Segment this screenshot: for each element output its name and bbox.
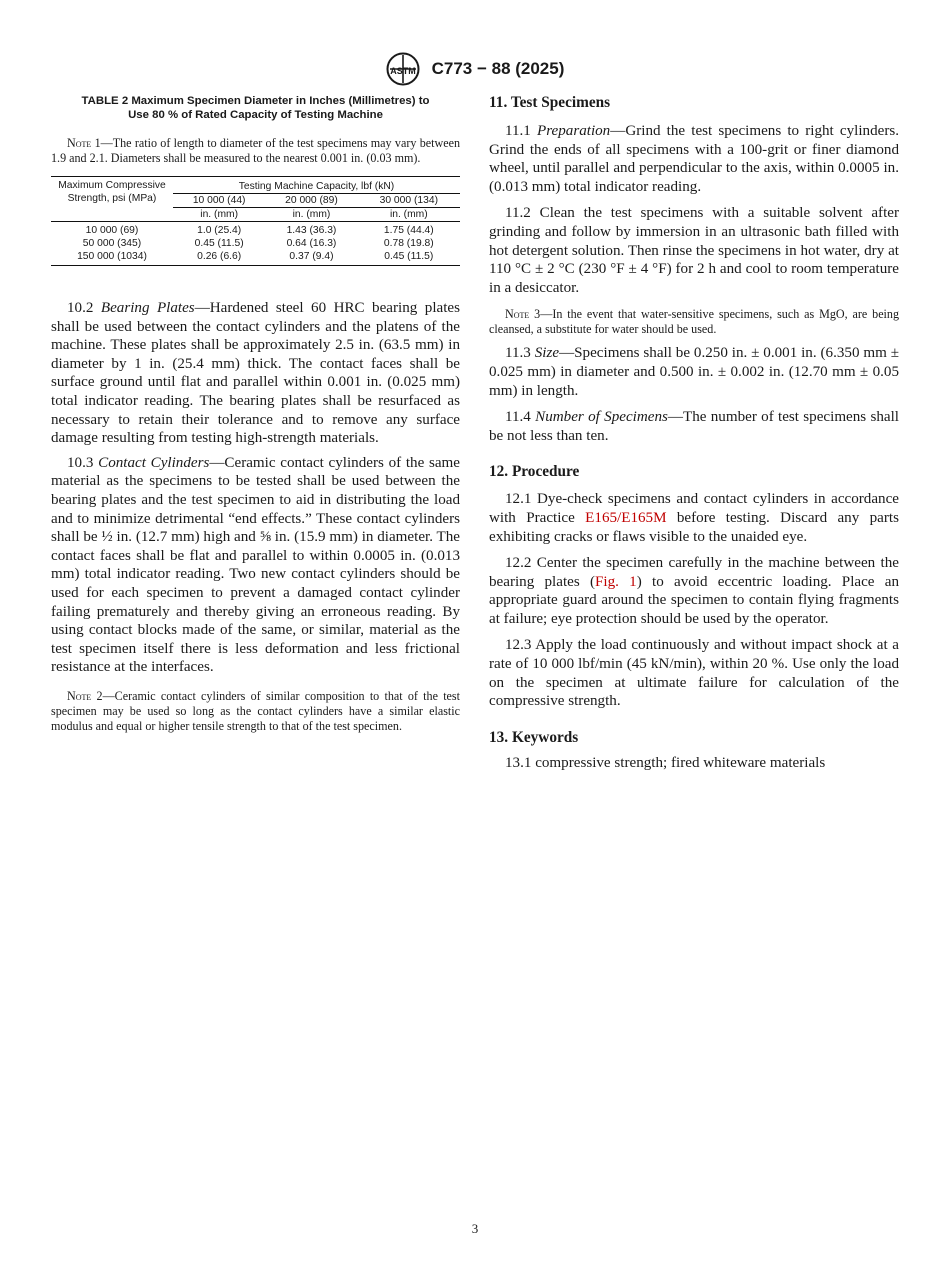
group-header: Testing Machine Capacity, lbf (kN): [173, 177, 460, 194]
unit-header: in. (mm): [200, 209, 239, 220]
heading-procedure: 12. Procedure: [489, 463, 580, 481]
capacity-header: 20 000 (89): [265, 194, 357, 208]
section-11-2: 11.2 Clean the test specimens with a suitable solvent after grinding and follow by immersion in an ultrasonic bath filled with hot detergent solution. Then rinse the specimens in hot water, dry at 110 °C ± 2 °C (230 °F ± 4 °F) for 2 h and cool to room temperature in a desiccator.: [489, 205, 899, 296]
link-e165[interactable]: E165/E165M: [585, 509, 667, 526]
table-caption: TABLE 2 Maximum Specimen Diameter in Inches (Millimetres) to Use 80 % of Rated Capacity of Testing Machine: [81, 95, 430, 121]
capacity-header: 30 000 (134): [358, 194, 460, 208]
right-column: [489, 92, 899, 772]
table-row: 50 000 (345) 0.45 (11.5) 0.64 (16.3) 0.78 (19.8): [82, 238, 434, 249]
astm-logo-icon: [386, 52, 420, 86]
section-10-3: 10.3 Contact Cylinders—Ceramic contact cylinders of the same material as the specimens to be tested shall be used between the bearing plates and the test specimen to aid in distributing the load and to minimize detrimental “end effects.” These contact cylinders shall be ½ in. (12.7 mm) high and ⅝ in. (15.9 mm) in diameter. The contact faces shall be flat and parallel to within 0.0005 in. (0.013 mm) total indicator reading. Two new contact cylinders should be used for each specimen to prevent a damaged contact cylinder failing prematurely and thereby giving an erroneous reading. By using contact blocks made of the same, or similar, material as the test specimen itself there is less deformation and less frictional resistance at the interfaces.: [51, 454, 460, 676]
svg-text:ASTM: ASTM: [389, 66, 416, 76]
document-designation: C773 − 88 (2025): [431, 59, 565, 78]
section-12-1: 12.1 Dye-check specimens and contact cylinders in accordance with Practice E165/E165M before testing. Discard any parts exhibiting cracks or flaws visible to the unaided eye.: [489, 491, 899, 545]
note-3: Note 3—In the event that water-sensitive specimens, such as MgO, are being cleansed, a substitute for water should be used.: [489, 307, 900, 337]
left-column: [51, 92, 460, 734]
unit-header: in. (mm): [292, 209, 331, 220]
link-fig-1[interactable]: Fig. 1: [595, 573, 637, 590]
page-number: 3: [471, 1221, 479, 1236]
section-13-1: 13.1 compressive strength; fired whiteware materials: [505, 754, 826, 771]
specimen-diameter-table: [51, 176, 460, 266]
section-12-2: 12.2 Center the specimen carefully in the machine between the bearing plates (Fig. 1) to avoid eccentric loading. Place an appropriate guard around the specimen to contain flying fragments at failure; eye protection should be used by the operator.: [489, 555, 899, 627]
heading-test-specimens: 11. Test Specimens: [489, 94, 611, 111]
capacity-header: 10 000 (44): [173, 194, 265, 208]
unit-header: in. (mm): [389, 209, 428, 220]
table-row: 150 000 (1034) 0.26 (6.6) 0.37 (9.4) 0.45 (11.5): [51, 250, 460, 266]
section-11-1: 11.1 Preparation—Grind the test specimens to right cylinders. Grind the ends of all specimens with a 100-grit or finer diamond wheel, until parallel and perpendicular to the axis, within 0.0005 in. (0.013 mm) total indicator reading.: [489, 123, 899, 195]
row-header: Maximum Compressive Strength, psi (MPa): [58, 180, 166, 205]
table-row: 10 000 (69) 1.0 (25.4) 1.43 (36.3) 1.75 (44.4): [85, 225, 434, 236]
heading-keywords: 13. Keywords: [489, 728, 579, 746]
section-12-3: 12.3 Apply the load continuously and without impact shock at a rate of 10 000 lbf/min (45 kN/min), within 20 %. Use only the load on the specimen at ultimate failure for calculation of the compressive strength.: [489, 637, 899, 710]
section-11-3: 11.3 Size—Specimens shall be 0.250 in. ± 0.001 in. (6.350 mm ± 0.025 mm) in diameter and 0.500 in. ± 0.002 in. (12.70 mm ± 0.05 mm) in length.: [489, 345, 899, 399]
section-10-2: 10.2 Bearing Plates—Hardened steel 60 HRC bearing plates shall be used between the contact cylinders and the platens of the machine. These plates shall be approximately 2.5 in. (63.5 mm) in diameter by 1 in. (25.4 mm) thick. The contact faces shall be surface ground until flat and parallel within 0.001 in. (0.025 mm) total indicator reading. The bearing plates shall be resurfaced as necessary to retain their tolerance and to remove any surface damage resulting from testing high-strength materials.: [51, 300, 460, 447]
note-2: Note 2—Ceramic contact cylinders of similar composition to that of the test specimen may be used so long as the contact cylinders have a similar elastic modulus and equal or higher tensile strength to that of the test specimen.: [51, 688, 460, 733]
section-11-4: 11.4 Number of Specimens—The number of test specimens shall be not less than ten.: [489, 409, 899, 444]
note-1: Note 1—The ratio of length to diameter of the test specimens may vary between 1.9 and 2.1. Diameters shall be measured to the nearest 0.001 in. (0.03 mm).: [51, 136, 460, 165]
page-header: [0, 52, 950, 86]
